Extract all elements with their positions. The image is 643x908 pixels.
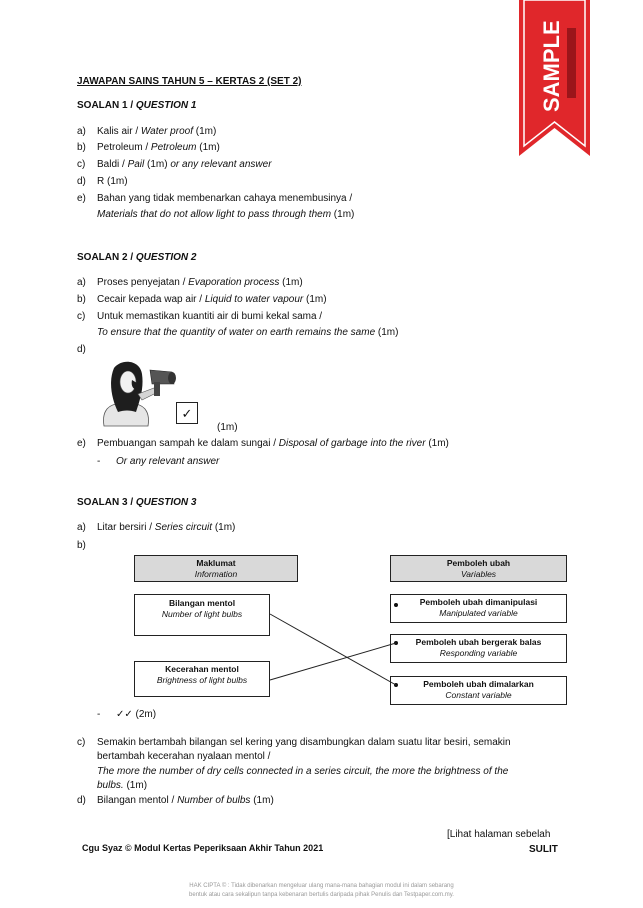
q1-d-label: d) (77, 176, 86, 187)
sample-stamp-text: SAMPLE (539, 20, 564, 112)
footer-next-page: [Lihat halaman sebelah (447, 829, 551, 840)
q2-d-label: d) (77, 344, 86, 355)
q3-c-answer-en-2: bulbs. (1m) (97, 780, 148, 791)
q2-c-answer-ms: Untuk memastikan kuantiti air di bumi kekal sama / (97, 311, 323, 322)
q1-c-label: c) (77, 159, 86, 170)
q2-e-label: e) (77, 438, 86, 449)
q3-d-label: d) (77, 795, 86, 806)
q3-c-answer-en-1: The more the number of dry cells connected in a series circuit, the more the brightness of the (97, 766, 509, 777)
q3-c-answer-ms-1: Semakin bertambah bilangan sel kering yang disambungkan dalam suatu litar besiri, semakin (97, 737, 511, 748)
q2-d-mark: (1m) (217, 422, 238, 433)
variables-header-box: Pemboleh ubah Variables (390, 555, 567, 582)
footer-credit: Cgu Syaz © Modul Kertas Peperiksaan Akhir Tahun 2021 (82, 843, 324, 853)
info-header-box: Maklumat Information (134, 555, 298, 582)
q2-a-answer: Proses penyejatan / Evaporation process (1m) (97, 277, 303, 288)
q3-a-answer: Litar bersiri / Series circuit (1m) (97, 522, 236, 533)
footer-copyright-1: HAK CIPTA © : Tidak dibenarkan mengeluar ulang mana-mana bahagian modul ini dalam sebarang (189, 883, 454, 889)
q1-e-label: e) (77, 193, 86, 204)
footer-copyright-2: bentuk atau cara sekalipun tanpa kebenaran bertulis daripada pihak Penulis dan Testpaper.com.my. (189, 892, 454, 898)
sample-stamp (519, 0, 590, 156)
q3-b-label: b) (77, 540, 86, 551)
q2-e-bullet: - (97, 456, 101, 467)
q3-c-answer-ms-2: bertambah kecerahan nyalaan mentol / (97, 751, 271, 762)
page-title: JAWAPAN SAINS TAHUN 5 – KERTAS 2 (SET 2) (77, 76, 302, 87)
q2-c-label: c) (77, 311, 86, 322)
q1-d-answer: R (1m) (97, 176, 128, 187)
q1-b-answer: Petroleum / Petroleum (1m) (97, 142, 220, 153)
woman-hair-dryer-illustration (96, 360, 178, 428)
q3-b-mark: ✓✓ (2m) (116, 709, 157, 720)
q1-b-label: b) (77, 142, 86, 153)
q2-c-answer-en: To ensure that the quantity of water on earth remains the same (1m) (97, 327, 399, 338)
q1-c-answer: Baldi / Pail (1m) or any relevant answer (97, 159, 272, 170)
variable-box-constant: Pemboleh ubah dimalarkan Constant variable (390, 676, 567, 705)
info-box-number-of-bulbs: Bilangan mentol Number of light bulbs (134, 594, 270, 636)
bullet-dot (394, 603, 398, 607)
checkmark-box: ✓ (176, 402, 198, 424)
q1-a-answer: Kalis air / Water proof (1m) (97, 126, 217, 137)
info-box-brightness: Kecerahan mentol Brightness of light bulbs (134, 661, 270, 697)
q2-e-answer: Pembuangan sampah ke dalam sungai / Disposal of garbage into the river (1m) (97, 438, 449, 449)
q1-a-label: a) (77, 126, 86, 137)
bullet-dot (394, 641, 398, 645)
variable-box-responding: Pemboleh ubah bergerak balas Responding variable (390, 634, 567, 663)
q3-d-answer: Bilangan mentol / Number of bulbs (1m) (97, 795, 274, 806)
variable-box-manipulated: Pemboleh ubah dimanipulasi Manipulated variable (390, 594, 567, 623)
bullet-dot (394, 683, 398, 687)
q2-heading: SOALAN 2 / QUESTION 2 (77, 252, 197, 263)
q2-e-alt: Or any relevant answer (116, 456, 220, 467)
q3-heading: SOALAN 3 / QUESTION 3 (77, 497, 197, 508)
q3-b-bullet: - (97, 709, 101, 720)
q2-a-label: a) (77, 277, 86, 288)
footer-sulit: SULIT (529, 844, 558, 855)
q3-a-label: a) (77, 522, 86, 533)
q2-b-answer: Cecair kepada wap air / Liquid to water vapour (1m) (97, 294, 327, 305)
q3-c-label: c) (77, 737, 86, 748)
q1-e-answer-ms: Bahan yang tidak membenarkan cahaya menembusinya / (97, 193, 353, 204)
q2-b-label: b) (77, 294, 86, 305)
q1-heading: SOALAN 1 / QUESTION 1 (77, 100, 197, 111)
q1-e-answer-en: Materials that do not allow light to pass through them (1m) (97, 209, 355, 220)
